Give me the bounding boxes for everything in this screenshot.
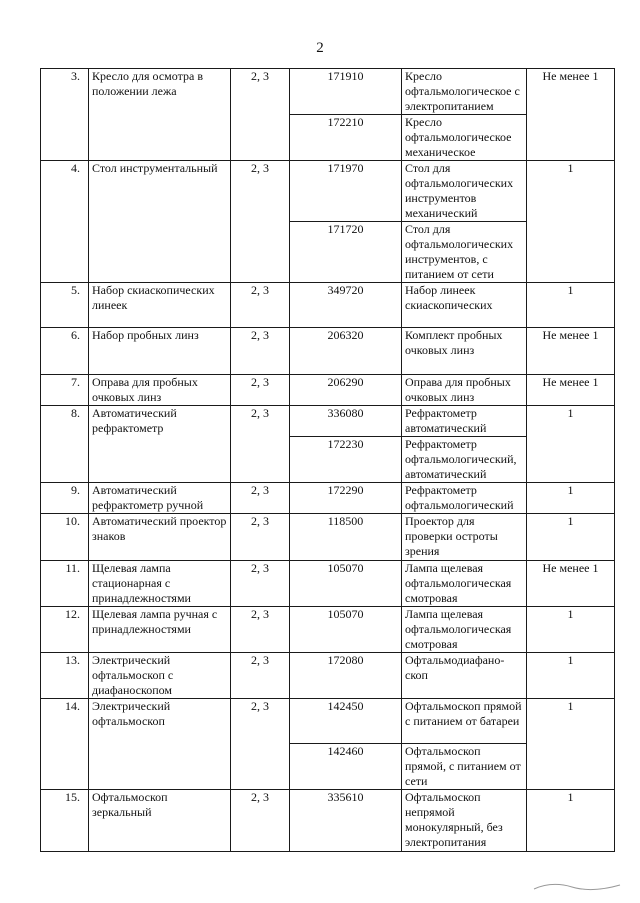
device-type: Стол для офтальмологических инструментов, с питанием от сети: [402, 222, 527, 283]
risk-class: 2, 3: [231, 69, 290, 161]
item-number: 8.: [41, 406, 89, 483]
device-type: Кресло офтальмологическое механическое: [402, 115, 527, 161]
nomenclature-code: 172230: [290, 437, 402, 483]
device-type: Рефрактометр автоматический: [402, 406, 527, 437]
nomenclature-code: 142450: [290, 699, 402, 744]
device-type: Комплект пробных очковых линз: [402, 328, 527, 375]
table-row: [41, 607, 615, 653]
item-name: Офтальмоскоп зеркальный: [89, 790, 231, 852]
device-type: Стол для офтальмологических инструментов механический: [402, 161, 527, 222]
quantity: Не менее 1: [527, 375, 615, 406]
stamp-mark: [532, 877, 622, 897]
nomenclature-code: 206290: [290, 375, 402, 406]
nomenclature-code: 171970: [290, 161, 402, 222]
item-number: 6.: [41, 328, 89, 375]
risk-class: 2, 3: [231, 561, 290, 607]
risk-class: 2, 3: [231, 607, 290, 653]
device-type: Оправа для пробных очковых линз: [402, 375, 527, 406]
equipment-table: [40, 68, 615, 852]
risk-class: 2, 3: [231, 161, 290, 283]
item-name: Электрический офтальмоскоп: [89, 699, 231, 790]
quantity: 1: [527, 483, 615, 514]
table-row: [41, 514, 615, 561]
quantity: Не менее 1: [527, 69, 615, 161]
quantity: 1: [527, 161, 615, 283]
quantity: 1: [527, 283, 615, 328]
risk-class: 2, 3: [231, 699, 290, 790]
device-type: Лампа щелевая офтальмологическая смотровая: [402, 607, 527, 653]
table-row: [41, 375, 615, 406]
risk-class: 2, 3: [231, 406, 290, 483]
table-row: [41, 69, 615, 115]
item-name: Набор пробных линз: [89, 328, 231, 375]
item-name: Щелевая лампа стационарная с принадлежностями: [89, 561, 231, 607]
item-name: Щелевая лампа ручная с принадлежностями: [89, 607, 231, 653]
item-name: Набор скиаскопических линеек: [89, 283, 231, 328]
risk-class: 2, 3: [231, 790, 290, 852]
table-row: [41, 561, 615, 607]
nomenclature-code: 118500: [290, 514, 402, 561]
device-type: Офтальмоскоп прямой с питанием от батареи: [402, 699, 527, 744]
risk-class: 2, 3: [231, 483, 290, 514]
item-name: Автоматический рефрактометр: [89, 406, 231, 483]
nomenclature-code: 335610: [290, 790, 402, 852]
nomenclature-code: 171910: [290, 69, 402, 115]
item-number: 5.: [41, 283, 89, 328]
item-name: Автоматический рефрактометр ручной: [89, 483, 231, 514]
device-type: Набор линеек скиаскопических: [402, 283, 527, 328]
nomenclature-code: 172080: [290, 653, 402, 699]
quantity: 1: [527, 699, 615, 790]
nomenclature-code: 172210: [290, 115, 402, 161]
item-name: Оправа для пробных очковых линз: [89, 375, 231, 406]
page-number: 2: [316, 40, 324, 56]
table-row: [41, 328, 615, 375]
nomenclature-code: 105070: [290, 561, 402, 607]
device-type: Офтальмодиафано-скоп: [402, 653, 527, 699]
item-number: 10.: [41, 514, 89, 561]
device-type: Лампа щелевая офтальмологическая смотровая: [402, 561, 527, 607]
item-number: 13.: [41, 653, 89, 699]
device-type: Рефрактометр офтальмологический, автоматический: [402, 437, 527, 483]
item-number: 12.: [41, 607, 89, 653]
item-number: 7.: [41, 375, 89, 406]
device-type: Офтальмоскоп прямой, с питанием от сети: [402, 744, 527, 790]
item-number: 4.: [41, 161, 89, 283]
quantity: Не менее 1: [527, 561, 615, 607]
quantity: 1: [527, 607, 615, 653]
device-type: Кресло офтальмологическое с электропитанием: [402, 69, 527, 115]
quantity: 1: [527, 514, 615, 561]
item-number: 15.: [41, 790, 89, 852]
risk-class: 2, 3: [231, 653, 290, 699]
risk-class: 2, 3: [231, 375, 290, 406]
device-type: Офтальмоскоп непрямой монокулярный, без электропитания: [402, 790, 527, 852]
item-name: Кресло для осмотра в положении лежа: [89, 69, 231, 161]
table-row: [41, 790, 615, 852]
item-number: 9.: [41, 483, 89, 514]
nomenclature-code: 336080: [290, 406, 402, 437]
quantity: 1: [527, 653, 615, 699]
item-number: 14.: [41, 699, 89, 790]
nomenclature-code: 172290: [290, 483, 402, 514]
risk-class: 2, 3: [231, 283, 290, 328]
table-row: [41, 406, 615, 437]
item-name: Электрический офтальмоскоп с диафаноскопом: [89, 653, 231, 699]
table-row: [41, 483, 615, 514]
item-name: Стол инструментальный: [89, 161, 231, 283]
nomenclature-code: 349720: [290, 283, 402, 328]
quantity: Не менее 1: [527, 328, 615, 375]
quantity: 1: [527, 406, 615, 483]
nomenclature-code: 206320: [290, 328, 402, 375]
risk-class: 2, 3: [231, 328, 290, 375]
device-type: Проектор для проверки остроты зрения: [402, 514, 527, 561]
device-type: Рефрактометр офтальмологический: [402, 483, 527, 514]
nomenclature-code: 171720: [290, 222, 402, 283]
quantity: 1: [527, 790, 615, 852]
table-row: [41, 653, 615, 699]
nomenclature-code: 105070: [290, 607, 402, 653]
item-number: 3.: [41, 69, 89, 161]
risk-class: 2, 3: [231, 514, 290, 561]
table-row: [41, 699, 615, 744]
table-row: [41, 283, 615, 328]
item-number: 11.: [41, 561, 89, 607]
table-row: [41, 161, 615, 222]
nomenclature-code: 142460: [290, 744, 402, 790]
item-name: Автоматический проектор знаков: [89, 514, 231, 561]
